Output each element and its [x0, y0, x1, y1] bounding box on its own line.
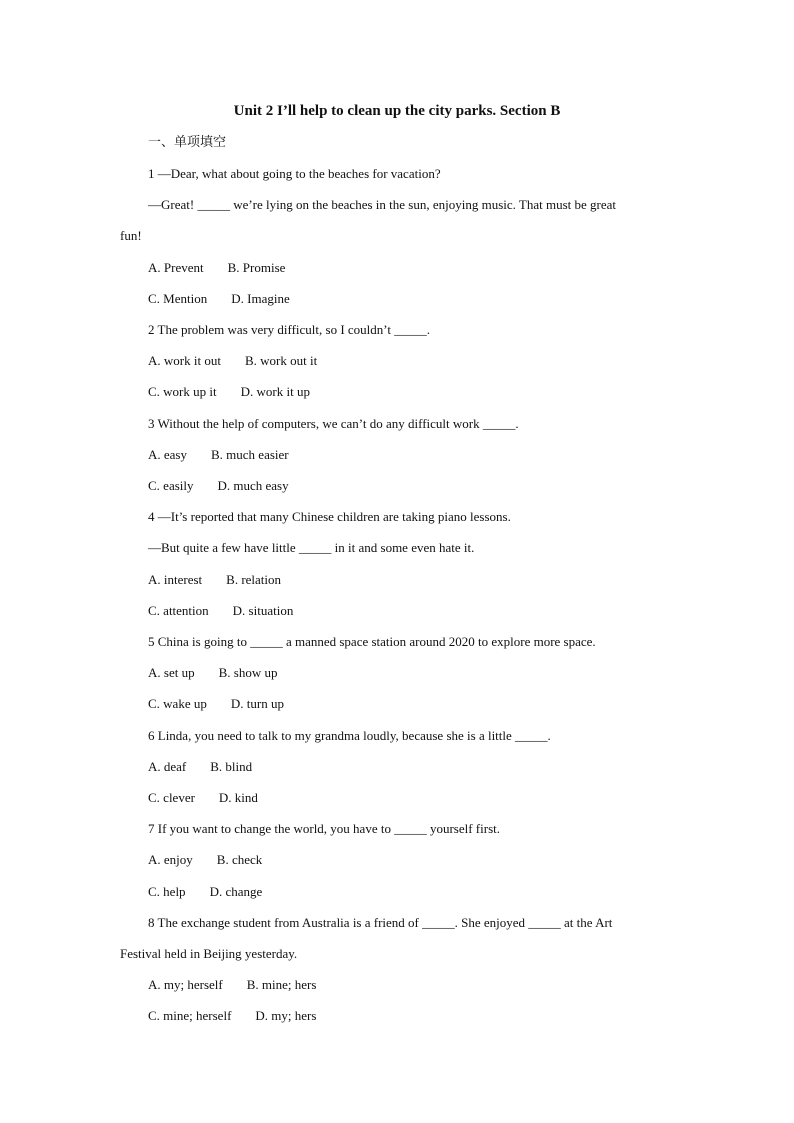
- option-b: B. show up: [218, 665, 278, 680]
- question-3-options-row-2: [148, 477, 313, 495]
- question-1-options-row-1: [148, 259, 309, 277]
- option-b: B. relation: [226, 572, 282, 587]
- option-c: C. clever: [148, 790, 195, 805]
- option-a: A. easy: [148, 447, 187, 462]
- option-a: A. deaf: [148, 759, 187, 774]
- question-4-options-row-1: [148, 571, 305, 589]
- option-a: A. work it out: [148, 353, 221, 368]
- option-c: C. attention: [148, 603, 209, 618]
- option-d: D. turn up: [230, 696, 284, 711]
- option-b: B. much easier: [211, 447, 289, 462]
- question-4-prompt: 4 —It’s reported that many Chinese children are taking piano lessons.: [148, 509, 511, 524]
- question-8-options-row-2: [148, 1007, 340, 1025]
- question-3-prompt: 3 Without the help of computers, we can’t do any difficult work _____.: [148, 416, 519, 431]
- question-7-prompt: 7 If you want to change the world, you have to _____ yourself first.: [148, 821, 501, 836]
- option-a: A. interest: [148, 572, 203, 587]
- option-d: D. situation: [232, 603, 294, 618]
- option-d: D. kind: [218, 790, 258, 805]
- question-7-options-row-2: [148, 883, 286, 901]
- question-2-options-row-2: [148, 383, 334, 401]
- question-4-options-row-2: [148, 602, 317, 620]
- option-c: C. help: [148, 884, 186, 899]
- option-c: C. Mention: [148, 291, 208, 306]
- option-b: B. mine; hers: [246, 977, 317, 992]
- option-b: B. work out it: [244, 353, 318, 368]
- option-b: B. check: [216, 852, 263, 867]
- option-a: A. set up: [148, 665, 195, 680]
- question-4-line-2: —But quite a few have little _____ in it and some even hate it.: [148, 540, 475, 555]
- option-a: A. Prevent: [148, 260, 204, 275]
- question-8-options-row-1: [148, 976, 340, 994]
- option-c: C. work up it: [148, 384, 217, 399]
- option-b: B. blind: [210, 759, 253, 774]
- question-2-prompt: 2 The problem was very difficult, so I couldn’t _____.: [148, 322, 430, 337]
- option-d: D. my; hers: [255, 1008, 317, 1023]
- question-7-options-row-1: [148, 851, 286, 869]
- question-2-options-row-1: [148, 352, 341, 370]
- option-c: C. wake up: [148, 696, 207, 711]
- question-1-line-2: —Great! _____ we’re lying on the beaches in the sun, enjoying music. That must be great: [148, 197, 616, 212]
- section-heading: 一、单项填空: [148, 135, 227, 150]
- question-8-prompt: 8 The exchange student from Australia is a friend of _____. She enjoyed _____ at the Art: [148, 915, 613, 930]
- option-a: A. my; herself: [148, 977, 223, 992]
- question-6-prompt: 6 Linda, you need to talk to my grandma loudly, because she is a little _____.: [148, 728, 551, 743]
- question-6-options-row-2: [148, 789, 282, 807]
- option-d: D. work it up: [240, 384, 310, 399]
- question-5-options-row-1: [148, 664, 301, 682]
- option-c: C. mine; herself: [148, 1008, 232, 1023]
- question-8-line-2: Festival held in Beijing yesterday.: [120, 946, 298, 961]
- question-6-options-row-1: [148, 758, 276, 776]
- option-d: D. much easy: [217, 478, 289, 493]
- question-5-options-row-2: [148, 695, 308, 713]
- question-5-prompt: 5 China is going to _____ a manned space station around 2020 to explore more space.: [148, 634, 596, 649]
- option-a: A. enjoy: [148, 852, 193, 867]
- page-title: Unit 2 I’ll help to clean up the city parks. Section B: [233, 103, 561, 119]
- question-1-line-3: fun!: [120, 228, 142, 243]
- option-c: C. easily: [148, 478, 194, 493]
- question-1-prompt: 1 —Dear, what about going to the beaches for vacation?: [148, 166, 441, 181]
- question-3-options-row-1: [148, 446, 313, 464]
- option-d: D. Imagine: [231, 291, 290, 306]
- option-b: B. Promise: [227, 260, 286, 275]
- option-d: D. change: [209, 884, 263, 899]
- question-1-options-row-2: [148, 290, 314, 308]
